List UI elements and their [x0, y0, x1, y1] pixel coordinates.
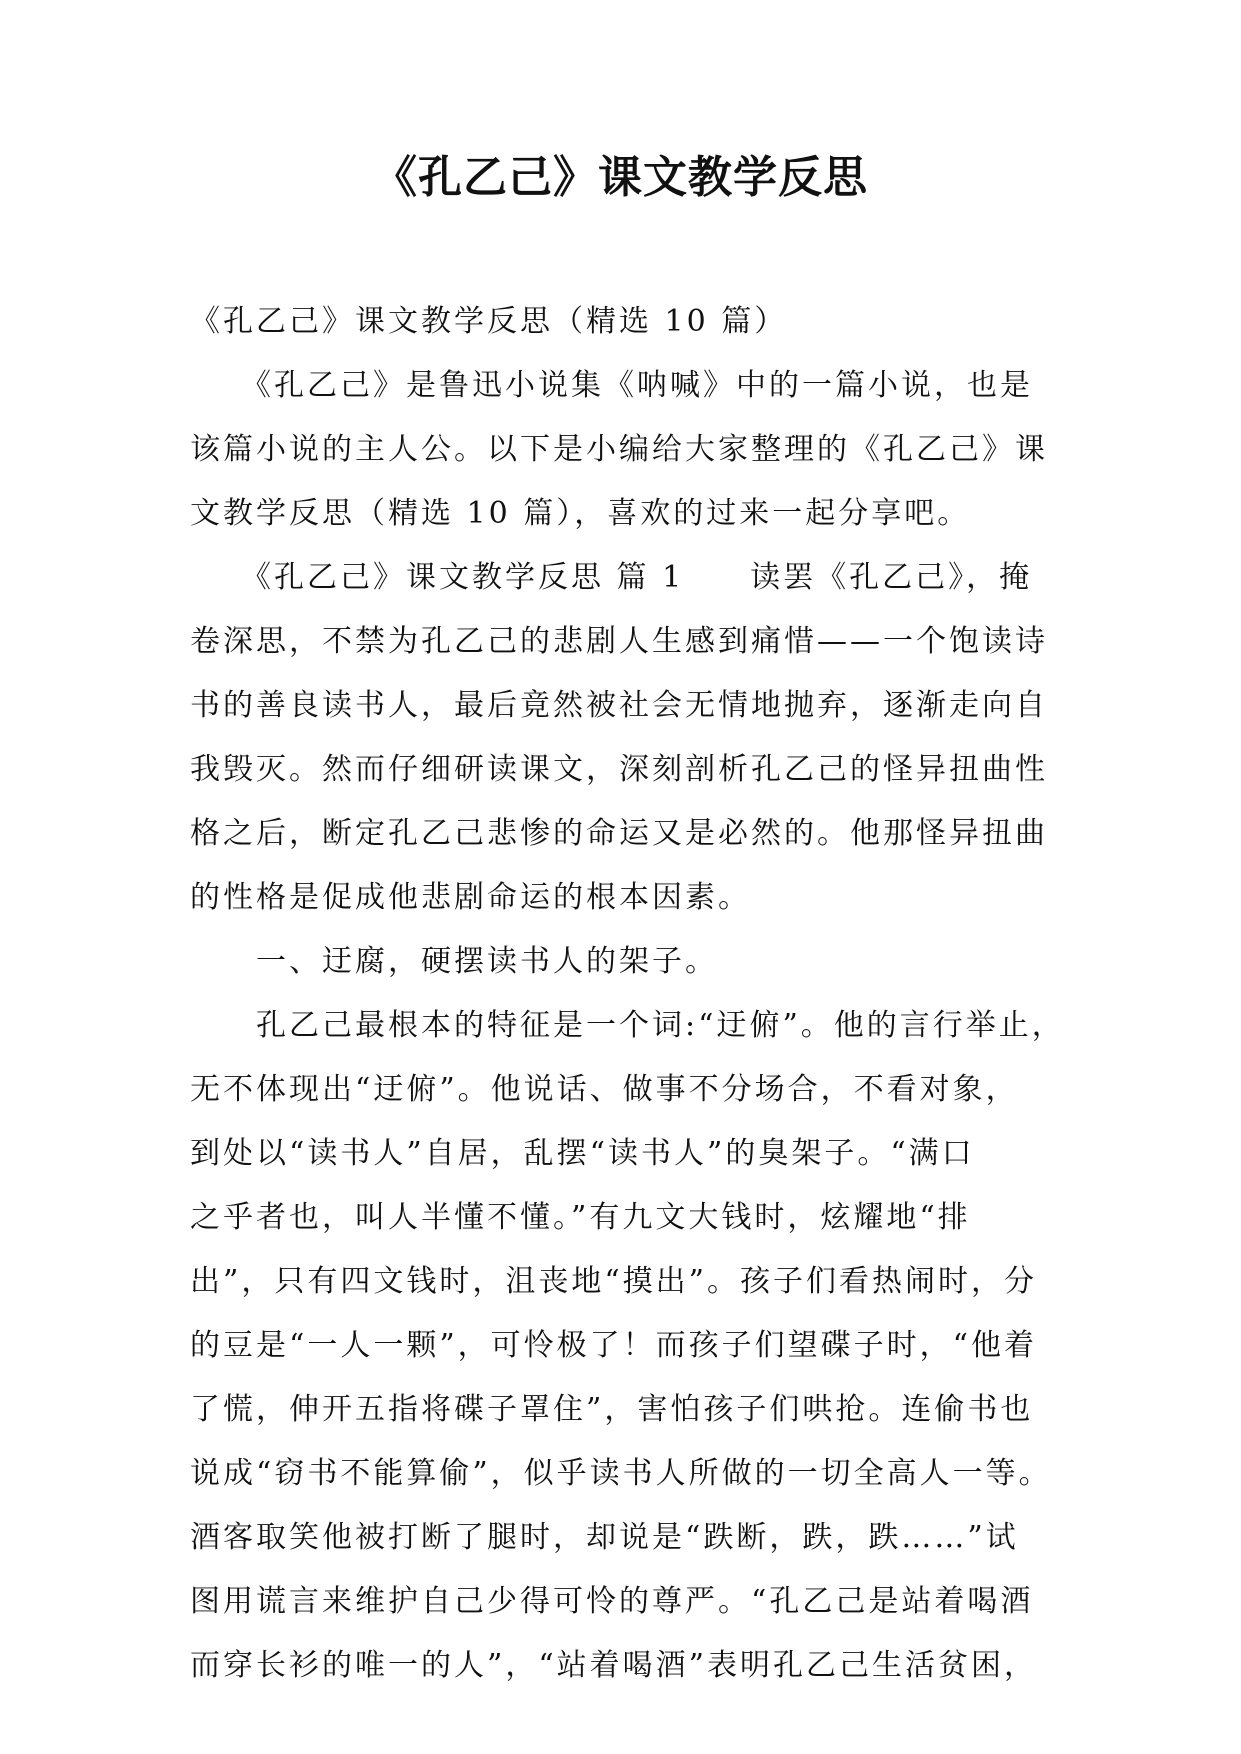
- text-line: 说成“窃书不能算偷”，似乎读书人所做的一切全高人一等。: [190, 1456, 1052, 1491]
- page-title: 《孔乙己》课文教学反思: [373, 152, 868, 203]
- document-body: [190, 290, 1065, 1698]
- text-line: 该篇小说的主人公。以下是小编给大家整理的《孔乙己》课: [190, 432, 1048, 467]
- text-line: 了慌，伸开五指将碟子罩住”，害怕孩子们哄抢。连偷书也: [190, 1392, 1034, 1427]
- text-line: 《孔乙己》是鲁迅小说集《呐喊》中的一篇小说，也是: [190, 368, 1033, 403]
- text-line: 酒客取笑他被打断了腿时，却说是“跌断，跌，跌……”试: [190, 1520, 1019, 1555]
- text-line: 书的善良读书人，最后竟然被社会无情地抛弃，逐渐走向自: [190, 688, 1048, 723]
- text-line-subtitle: 《孔乙己》课文教学反思（精选 10 篇）: [190, 304, 788, 339]
- text-line: 格之后，断定孔乙己悲惨的命运又是必然的。他那怪异扭曲: [190, 816, 1048, 851]
- text-line: 孔乙己最根本的特征是一个词:“迂俯”。他的言行举止，: [190, 1008, 1065, 1043]
- text-line: 而穿长衫的唯一的人”，“站着喝酒”表明孔乙己生活贫困，: [190, 1648, 1038, 1683]
- text-line: 到处以“读书人”自居，乱摆“读书人”的臭架子。“满口: [190, 1136, 975, 1171]
- text-line: 《孔乙己》课文教学反思 篇 1 读罢《孔乙己》，掩: [190, 560, 1033, 595]
- text-line: 卷深思，不禁为孔乙己的悲剧人生感到痛惜——一个饱读诗: [190, 624, 1048, 659]
- text-line-heading: 一、迂腐，硬摆读书人的架子。: [190, 944, 718, 979]
- text-line: 之乎者也，叫人半懂不懂。”有九文大钱时，炫耀地“排: [190, 1200, 971, 1235]
- text-line: 的豆是“一人一颗”，可怜极了！而孩子们望碟子时，“他着: [190, 1328, 1038, 1363]
- text-line: 文教学反思（精选 10 篇），喜欢的过来一起分享吧。: [190, 496, 971, 531]
- text-line: 我毁灭。然而仔细研读课文，深刻剖析孔乙己的怪异扭曲性: [190, 752, 1048, 787]
- text-line: 出”，只有四文钱时，沮丧地“摸出”。孩子们看热闹时，分: [190, 1264, 1038, 1299]
- text-line: 图用谎言来维护自己少得可怜的尊严。“孔乙己是站着喝酒: [190, 1584, 1034, 1619]
- text-line: 无不体现出“迂俯”。他说话、做事不分场合，不看对象，: [190, 1072, 1019, 1107]
- text-line: 的性格是促成他悲剧命运的根本因素。: [190, 880, 751, 915]
